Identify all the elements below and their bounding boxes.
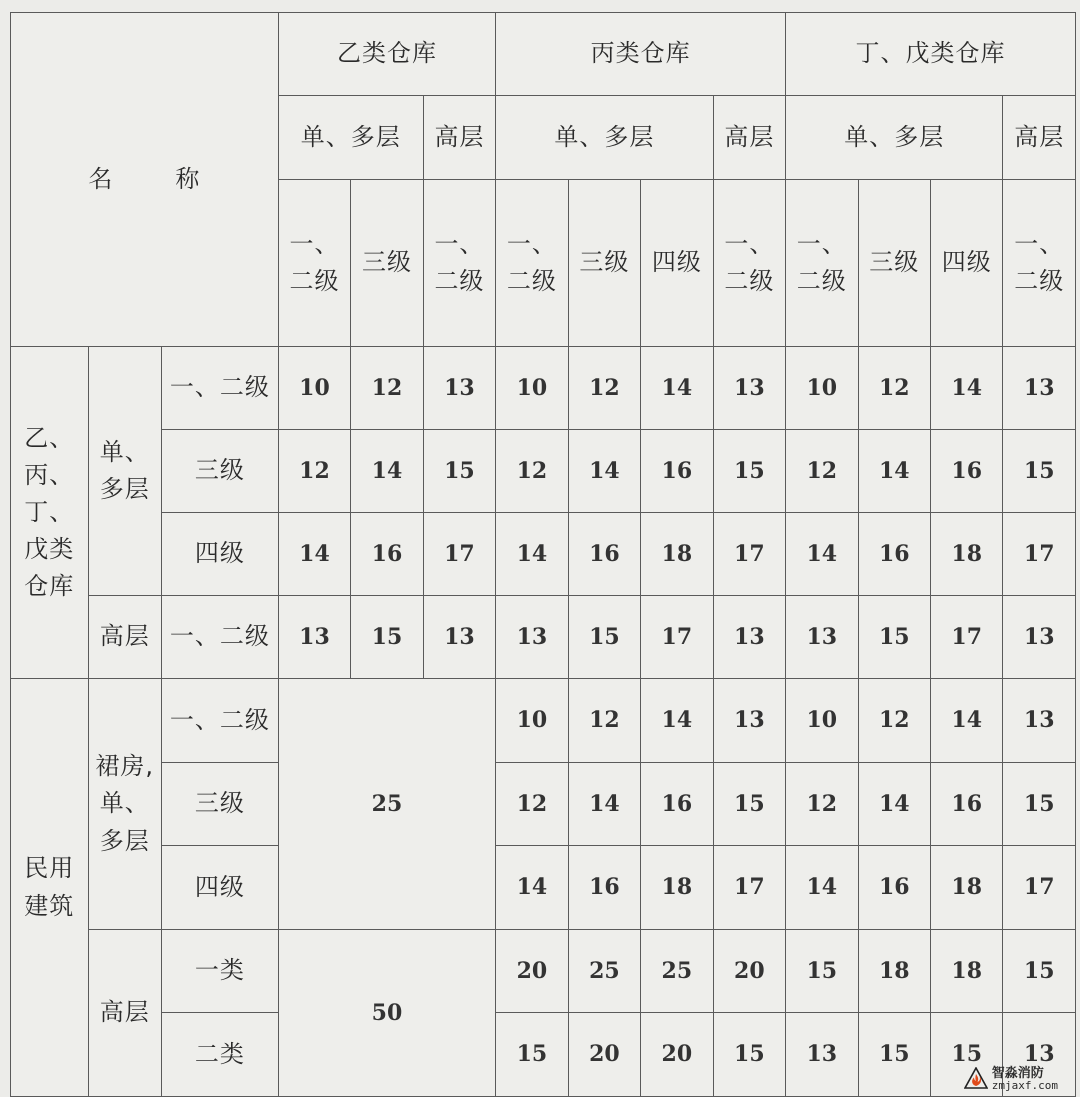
table-cell: 14 bbox=[568, 430, 640, 513]
table-cell: 12 bbox=[568, 679, 640, 763]
table-cell: 17 bbox=[713, 846, 785, 930]
table-cell: 15 bbox=[496, 1013, 568, 1097]
table-cell: 18 bbox=[931, 930, 1003, 1013]
table-cell: 17 bbox=[641, 596, 713, 679]
header-de-single-multi: 单、多层 bbox=[786, 96, 1003, 180]
table-cell: 14 bbox=[351, 430, 423, 513]
name-header-right: 称 bbox=[175, 164, 201, 193]
row-sub-podium: 裙房, 单、 多层 bbox=[88, 679, 161, 930]
row-grade-12: 一、二级 bbox=[161, 347, 278, 430]
row-sub-single-multi: 单、 多层 bbox=[88, 347, 161, 596]
table-cell: 14 bbox=[786, 513, 858, 596]
name-header-left: 名 bbox=[88, 164, 114, 193]
row-grade-3: 三级 bbox=[161, 763, 278, 846]
table-cell: 25 bbox=[641, 930, 713, 1013]
table-cell: 16 bbox=[641, 763, 713, 846]
table-row bbox=[11, 513, 1076, 596]
table-row bbox=[11, 846, 1076, 930]
table-cell: 13 bbox=[786, 1013, 858, 1097]
table-cell: 18 bbox=[641, 846, 713, 930]
row-grade-4: 四级 bbox=[161, 846, 278, 930]
header-class-de-warehouse: 丁、戊类仓库 bbox=[786, 13, 1076, 96]
table-cell: 20 bbox=[568, 1013, 640, 1097]
table-cell: 13 bbox=[1003, 596, 1076, 679]
header-b-high-rise: 高层 bbox=[423, 96, 496, 180]
table-cell: 15 bbox=[568, 596, 640, 679]
table-cell: 12 bbox=[278, 430, 350, 513]
header-b-single-multi: 单、多层 bbox=[278, 96, 423, 180]
row-sub-high-rise: 高层 bbox=[88, 596, 161, 679]
table-row bbox=[11, 1013, 1076, 1097]
table-cell: 10 bbox=[278, 347, 350, 430]
table-cell: 17 bbox=[713, 513, 785, 596]
table-cell: 18 bbox=[931, 513, 1003, 596]
table-cell: 14 bbox=[858, 430, 930, 513]
table-cell: 16 bbox=[931, 763, 1003, 846]
table-cell: 15 bbox=[1003, 430, 1076, 513]
table-cell: 20 bbox=[641, 1013, 713, 1097]
row-class-1: 一类 bbox=[161, 930, 278, 1013]
spacing-table bbox=[10, 12, 1076, 1097]
table-cell: 15 bbox=[713, 763, 785, 846]
table-cell: 12 bbox=[858, 679, 930, 763]
row-group-civil: 民用 建筑 bbox=[11, 679, 89, 1097]
header-grade-3: 三级 bbox=[568, 180, 640, 347]
header-grade-4: 四级 bbox=[641, 180, 713, 347]
header-grade-12: 一、 二级 bbox=[496, 180, 568, 347]
watermark-url: zmjaxf.com bbox=[991, 1079, 1058, 1093]
table-cell: 14 bbox=[931, 679, 1003, 763]
table-cell: 13 bbox=[278, 596, 350, 679]
merged-cell: 50 bbox=[278, 930, 495, 1097]
row-class-2: 二类 bbox=[161, 1013, 278, 1097]
table-cell: 15 bbox=[423, 430, 496, 513]
table-cell: 14 bbox=[786, 846, 858, 930]
row-group-warehouse: 乙、 丙、 丁、 戊类 仓库 bbox=[11, 347, 89, 679]
table-cell: 13 bbox=[713, 347, 785, 430]
table-cell: 13 bbox=[1003, 347, 1076, 430]
table-cell: 15 bbox=[858, 596, 930, 679]
table-cell: 17 bbox=[1003, 846, 1076, 930]
table-cell: 14 bbox=[858, 763, 930, 846]
table-cell: 13 bbox=[786, 596, 858, 679]
table-cell: 14 bbox=[931, 347, 1003, 430]
header-grade-3: 三级 bbox=[351, 180, 423, 347]
header-grade-12: 一、 二级 bbox=[786, 180, 858, 347]
table-cell: 15 bbox=[858, 1013, 930, 1097]
table-cell: 13 bbox=[496, 596, 568, 679]
table-cell: 13 bbox=[423, 347, 496, 430]
table-cell: 14 bbox=[641, 679, 713, 763]
table-cell: 15 bbox=[786, 930, 858, 1013]
table-cell: 25 bbox=[568, 930, 640, 1013]
table-cell: 12 bbox=[568, 347, 640, 430]
table-cell: 16 bbox=[351, 513, 423, 596]
table-row bbox=[11, 930, 1076, 1013]
header-class-b-warehouse: 乙类仓库 bbox=[278, 13, 495, 96]
table-cell: 12 bbox=[496, 763, 568, 846]
table-cell: 13 bbox=[1003, 1013, 1076, 1097]
row-grade-12: 一、二级 bbox=[161, 679, 278, 763]
table-cell: 10 bbox=[496, 679, 568, 763]
table-cell: 16 bbox=[568, 513, 640, 596]
row-sub-high-rise: 高层 bbox=[88, 930, 161, 1097]
header-grade-12: 一、 二级 bbox=[1003, 180, 1076, 347]
table-cell: 15 bbox=[1003, 930, 1076, 1013]
table-cell: 13 bbox=[713, 596, 785, 679]
watermark-brand: 智淼消防 bbox=[991, 1065, 1044, 1081]
table-cell: 18 bbox=[931, 846, 1003, 930]
table-row bbox=[11, 679, 1076, 763]
table-cell: 14 bbox=[641, 347, 713, 430]
header-c-high-rise: 高层 bbox=[713, 96, 785, 180]
header-grade-12: 一、 二级 bbox=[278, 180, 350, 347]
table-cell: 20 bbox=[713, 930, 785, 1013]
table-cell: 14 bbox=[278, 513, 350, 596]
header-de-high-rise: 高层 bbox=[1003, 96, 1076, 180]
table-cell: 16 bbox=[641, 430, 713, 513]
header-grade-12: 一、 二级 bbox=[423, 180, 496, 347]
table-cell: 13 bbox=[423, 596, 496, 679]
table-cell: 15 bbox=[351, 596, 423, 679]
table-cell: 13 bbox=[1003, 679, 1076, 763]
table-cell: 10 bbox=[496, 347, 568, 430]
table-cell: 12 bbox=[786, 430, 858, 513]
table-cell: 12 bbox=[351, 347, 423, 430]
table-cell: 20 bbox=[496, 930, 568, 1013]
table-cell: 14 bbox=[496, 846, 568, 930]
table-cell: 13 bbox=[713, 679, 785, 763]
watermark bbox=[964, 1067, 1058, 1092]
row-grade-12: 一、二级 bbox=[161, 596, 278, 679]
header-grade-3: 三级 bbox=[858, 180, 930, 347]
table-cell: 12 bbox=[496, 430, 568, 513]
merged-cell: 25 bbox=[278, 679, 495, 930]
table-row bbox=[11, 763, 1076, 846]
table-cell: 16 bbox=[858, 513, 930, 596]
table-cell: 17 bbox=[423, 513, 496, 596]
table-cell: 16 bbox=[931, 430, 1003, 513]
table-row bbox=[11, 430, 1076, 513]
table-cell: 17 bbox=[1003, 513, 1076, 596]
table-cell: 14 bbox=[496, 513, 568, 596]
table-cell: 14 bbox=[568, 763, 640, 846]
row-grade-3: 三级 bbox=[161, 430, 278, 513]
table-cell: 12 bbox=[786, 763, 858, 846]
table-cell: 16 bbox=[858, 846, 930, 930]
table-cell: 15 bbox=[931, 1013, 1003, 1097]
table-cell: 15 bbox=[1003, 763, 1076, 846]
header-grade-4: 四级 bbox=[931, 180, 1003, 347]
table-cell: 10 bbox=[786, 347, 858, 430]
flame-logo-icon bbox=[964, 1067, 988, 1091]
table-cell: 16 bbox=[568, 846, 640, 930]
table-cell: 18 bbox=[858, 930, 930, 1013]
header-class-c-warehouse: 丙类仓库 bbox=[496, 13, 786, 96]
table-cell: 10 bbox=[786, 679, 858, 763]
table-cell: 15 bbox=[713, 430, 785, 513]
name-header bbox=[11, 13, 279, 347]
header-grade-12: 一、 二级 bbox=[713, 180, 785, 347]
row-grade-4: 四级 bbox=[161, 513, 278, 596]
header-c-single-multi: 单、多层 bbox=[496, 96, 713, 180]
table-cell: 17 bbox=[931, 596, 1003, 679]
table-row bbox=[11, 347, 1076, 430]
table-cell: 12 bbox=[858, 347, 930, 430]
table-cell: 15 bbox=[713, 1013, 785, 1097]
table-row bbox=[11, 596, 1076, 679]
table-cell: 18 bbox=[641, 513, 713, 596]
